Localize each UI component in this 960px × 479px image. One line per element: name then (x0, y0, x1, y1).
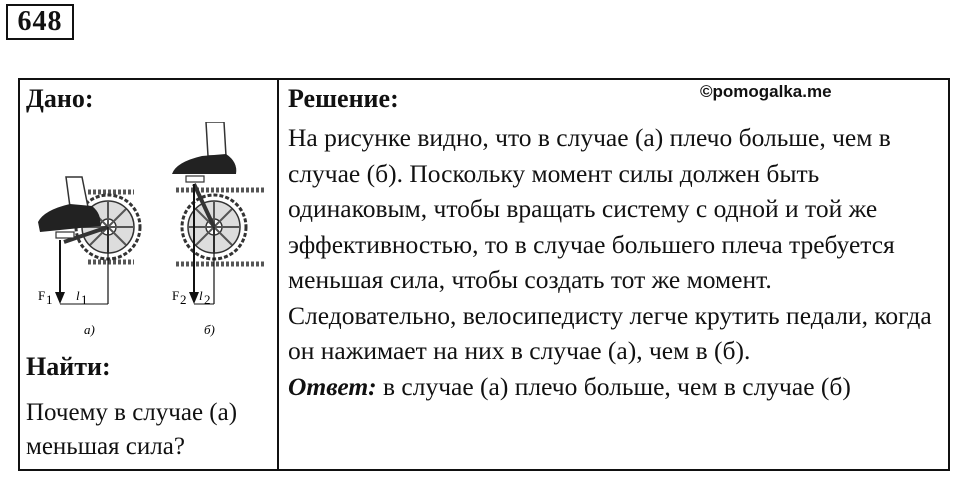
caption-a: а) (84, 322, 95, 337)
force-sub-a: 1 (46, 292, 53, 307)
find-question: Почему в случае (а) меньшая сила? (26, 399, 238, 460)
force-label-b: F (172, 288, 180, 303)
arm-label-a: l (76, 288, 80, 303)
force-label-a: F (38, 288, 46, 303)
figure-b (172, 122, 266, 337)
caption-b: б) (204, 322, 215, 337)
arm-label-b: l (199, 288, 203, 303)
arm-sub-b: 2 (204, 292, 211, 307)
find-heading: Найти: (26, 352, 111, 381)
answer-label: Ответ: (288, 371, 377, 401)
pedal-figure (26, 122, 272, 344)
solution-body (288, 120, 943, 404)
solution-text: На рисунке видно, что в случае (а) плечо больше, чем в случае (б). Поскольку момент силы должен быть одинаковым, чтобы вращать систему с одной и той же эффективностью, то в случае большего плеча требуется меньшая сила, чтобы создать тот же момент. Следовательно, велосипедисту легче крутить педали, когда он нажимает на них в случае (а), чем в (б). (288, 123, 932, 365)
column-divider (277, 78, 279, 471)
problem-number: 648 (6, 4, 74, 40)
watermark: ©pomogalka.me (700, 82, 832, 101)
solution-heading: Решение: (288, 84, 399, 113)
given-heading: Дано: (26, 84, 94, 113)
figure-a (38, 177, 140, 337)
arm-sub-a: 1 (81, 292, 88, 307)
answer-line (288, 369, 943, 405)
answer-text: в случае (а) плечо больше, чем в случае (б) (376, 371, 851, 401)
force-sub-b: 2 (180, 292, 187, 307)
